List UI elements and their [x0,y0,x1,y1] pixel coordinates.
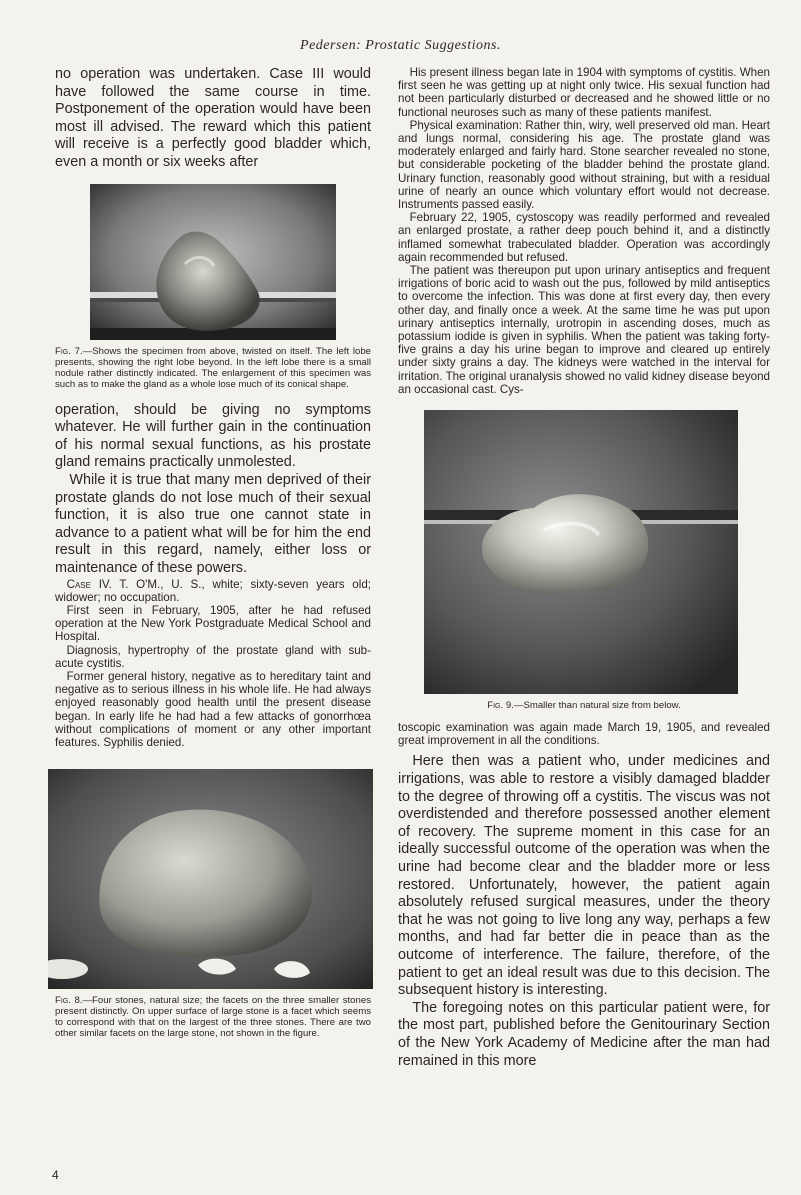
case-iv-heading [55,578,371,604]
figure-8-caption-text: —Four stones, natural size; the facets on the three smaller stones present distinctly. On upper surface of large stone is a facet which seems to correspond with that on the largest of the three stones. There are two other similar facets on the large stone, not shown in the figure. [55,995,371,1040]
figure-7-photo [90,184,336,340]
right-paragraph-4: The patient was thereupon put upon urinary antiseptics and frequent irrigations of boric acid to wash out the pus, followed by mild antiseptics to overcome the infection. This was done at first every day, then every other day, and finally once a week. At the same time he was put upon urinary antiseptics internally, urotropin in ascending doses, much as potassium iodide is given in syphilis. When the patient was taking forty-five grains a day his urine began to improve and cleared up entirely under sixty grains a day. The kidneys were watched in the interval for irritation. The original uranalysis showed no valid kidney disease beyond an occasional cast. Cys- [398,264,770,396]
page-number: 4 [52,1168,59,1182]
figure-9-caption [398,700,770,711]
running-head: Pedersen: Prostatic Suggestions. [300,38,501,53]
figure-7-caption [55,346,371,390]
figure-7-label: Fig. 7. [55,345,83,357]
right-paragraph-2: Physical examination: Rather thin, wiry, well preserved old man. Heart and lungs normal, considering his age. The prostate gland was moderately enlarged and fairly hard. Stone searcher revealed no stone, but considerable pocketing of the bladder behind the prostate gland. Urinary function, reasonably good without straining, but with a residual urine of nearly an ounce which voluntary effort would not decrease. Instruments passed easily. [398,118,770,212]
right-paragraph-1: His present illness began late in 1904 with symptoms of cystitis. When first seen he was getting up at night only twice. His sexual function had not been particularly disturbed or decreased and he showed little or no functional neuroses such as many of these patients manifest. [398,66,770,119]
figure-8-photo [48,769,373,989]
figure-8-label: Fig. 8. [55,995,83,1007]
left-small-paragraph-3: Diagnosis, hypertrophy of the prostate gland with sub-acute cystitis. [55,643,371,670]
left-paragraph-3: While it is true that many men deprived of their prostate glands do not lose much of their sexual function, it is also true one cannot state in advance to a patient what will be for him the end result in this regard, namely, either loss or maintenance of these powers. [55,471,371,576]
left-small-paragraph-2: First seen in February, 1905, after he had refused operation at the New York Postgraduate Medical School and Hospital. [55,603,371,644]
right-paragraph-6: Here then was a patient who, under medicines and irrigations, was able to restore a visibly damaged bladder to the degree of throwing off a cystitis. The viscus was not overdistended and therefore possessed another element of recovery. The supreme moment in this case for an ideally successful outcome of the operation was when the urine had become clear and the bladder more or less restored. Unfortunately, however, the patient again absolutely refused surgical measures, under the theory that he was not going to live long any way, perhaps a few months, and had far better die in peace than as the outcome of interference. The failure, therefore, of the patient to get an ideal result was due to this decision. The subsequent history is interesting. [398,753,770,999]
figure-8-caption [55,995,371,1039]
left-column [55,66,371,1039]
right-paragraph-7: The foregoing notes on this particular patient were, for the most part, published before the Genitourinary Section of the New York Academy of Medicine after the man had remained in this more [398,999,770,1069]
left-paragraph-2: operation, should be giving no symptoms whatever. He will further gain in the continuation of his normal sexual functions, as his prostate gland remains practically unmolested. [55,401,371,471]
right-column [398,66,770,1070]
left-paragraph-1: no operation was undertaken. Case III would have followed the same course in time. Postponement of the operation would have been most ill advised. The reward which this patient will receive is a perfectly good bladder which, even a month or six weeks after [55,66,371,170]
figure-9-photo [424,410,738,694]
left-small-paragraph-4: Former general history, negative as to hereditary taint and negative as to serious illness in his whole life. He had always enjoyed reasonably good health until the present disease began. In early life he had had a few attacks of gonorrhœa without complications of moment or any other important features. Syphilis denied. [55,669,371,749]
case-iv-label: Case IV. [66,577,112,591]
figure-9-caption-text: —Smaller than natural size from below. [513,700,681,712]
figure-7-caption-text: —Shows the specimen from above, twisted on itself. The left lobe presents, showing the right lobe beyond. In the left lobe there is a small nodule rather distinctly indicated. The enlargement of this specimen was such as to make the gland as a whole lose much of its conical shape. [55,345,371,390]
case-iv-text: T. O'M., U. S., white; sixty-seven years old; widower; no occupation. [55,577,371,604]
figure-9-label: Fig. 9. [487,700,514,712]
right-paragraph-3: February 22, 1905, cystoscopy was readily performed and revealed an enlarged prostate, a rather deep pouch behind it, and a distinctly inflamed somewhat trabeculated bladder. Operation was accordingly again recommended but refused. [398,211,770,264]
right-paragraph-5: toscopic examination was again made March 19, 1905, and revealed great improvement in all the conditions. [398,721,770,748]
